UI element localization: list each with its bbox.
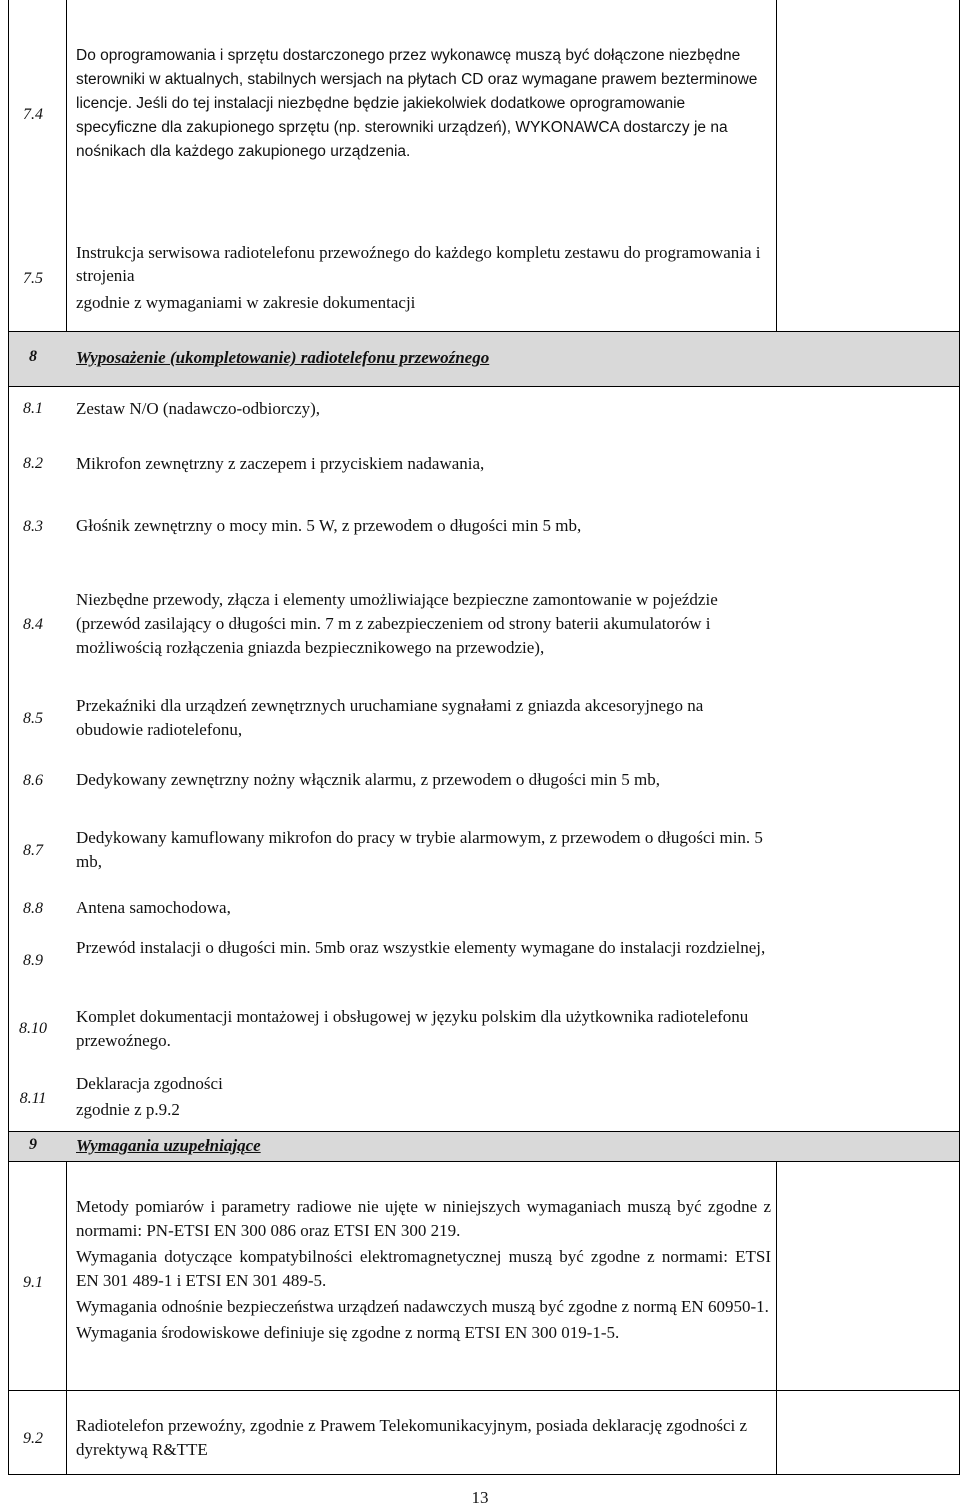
row-9-2-number: 9.2 <box>23 1430 43 1447</box>
row-9-1-paragraph-3: Wymagania odnośnie bezpieczeństwa urządzeń nadawczych muszą być zgodne z normą EN 60950-1. <box>76 1297 769 1316</box>
row-7-5-number: 7.5 <box>23 270 43 287</box>
row-8-11-line-2: zgodnie z p.9.2 <box>76 1100 180 1119</box>
row-8-6-text: Dedykowany zewnętrzny nożny włącznik alarmu, z przewodem o długości min 5 mb, <box>76 770 660 789</box>
row-8-4-number: 8.4 <box>23 616 43 633</box>
row-8-4-text: Niezbędne przewody, złącza i elementy umożliwiające bezpieczne zamontowanie w pojeździe (przewód zasilający o długości min. 7 m z zabezpieczeniem od strony baterii akumulatorów i możliwością rozłączenia gniazda bezpiecznikowego na przewodzie), <box>76 590 718 657</box>
row-9-1-paragraph-2: Wymagania dotyczące kompatybilności elektromagnetycznej muszą być zgodne z normami: ETSI EN 301 489-1 i ETSI EN 301 489-5. <box>76 1247 771 1290</box>
row-8-1-text: Zestaw N/O (nadawczo-odbiorczy), <box>76 399 321 418</box>
row-8-2-text: Mikrofon zewnętrzny z zaczepem i przyciskiem nadawania, <box>76 454 485 473</box>
row-8-10-text: Komplet dokumentacji montażowej i obsługowej w języku polskim dla użytkownika radiotelefonu przewoźnego. <box>76 1007 749 1050</box>
row-8-3-number: 8.3 <box>23 518 43 535</box>
row-8-1-number: 8.1 <box>23 400 43 417</box>
row-9-1-paragraph-4: Wymagania środowiskowe definiuje się zgodne z normą ETSI EN 300 019-1-5. <box>76 1323 620 1342</box>
section-9-title: Wymagania uzupełniające <box>76 1136 261 1155</box>
section-8-number: 8 <box>29 348 37 365</box>
row-8-8-text: Antena samochodowa, <box>76 898 231 917</box>
section-9-number: 9 <box>29 1136 37 1153</box>
row-8-11-number: 8.11 <box>19 1090 47 1107</box>
row-8-5-number: 8.5 <box>23 710 43 727</box>
row-8-7-text: Dedykowany kamuflowany mikrofon do pracy w trybie alarmowym, z przewodem o długości min. 5 mb, <box>76 828 763 871</box>
row-9-2-text: Radiotelefon przewoźny, zgodnie z Prawem Telekomunikacyjnym, posiada deklarację zgodności z dyrektywą R&TTE <box>76 1416 748 1459</box>
row-7-4-text: Do oprogramowania i sprzętu dostarczonego przez wykonawcę muszą być dołączone niezbędne sterowniki w aktualnych, stabilnych wersjach na płytach CD oraz wymagane prawem bezterminowe licencje. Jeśli do tej instalacji niezbędne będzie jakiekolwiek dodatkowe oprogramowanie specyficzne dla zakupionego sprzętu (np. sterowniki urządzeń), WYKONAWCA dostarczy je na nośnikach dla każdego zakupionego urządzenia. <box>76 47 758 160</box>
row-8-5-text: Przekaźniki dla urządzeń zewnętrznych uruchamiane sygnałami z gniazda akcesoryjnego na obudowie radiotelefonu, <box>76 696 704 739</box>
row-8-3-text: Głośnik zewnętrzny o mocy min. 5 W, z przewodem o długości min 5 mb, <box>76 516 582 535</box>
row-8-9-text: Przewód instalacji o długości min. 5mb oraz wszystkie elementy wymagane do instalacji rozdzielnej, <box>76 938 766 957</box>
row-9-1-number: 9.1 <box>23 1274 43 1291</box>
row-8-11-text <box>76 1072 771 1122</box>
row-7-5-line-2: zgodnie z wymaganiami w zakresie dokumentacji <box>76 293 416 312</box>
row-9-1-paragraph-1: Metody pomiarów i parametry radiowe nie ujęte w niniejszych wymaganiach muszą być zgodne z normami: PN-ETSI EN 300 086 oraz ETSI EN 300 219. <box>76 1197 771 1240</box>
row-8-8-number: 8.8 <box>23 900 43 917</box>
row-8-2-number: 8.2 <box>23 455 43 472</box>
row-8-7-number: 8.7 <box>23 842 43 859</box>
row-8-6-number: 8.6 <box>23 772 43 789</box>
row-8-11-line-1: Deklaracja zgodności <box>76 1074 223 1093</box>
row-7-5-text <box>76 241 771 314</box>
row-7-4-number: 7.4 <box>23 106 43 123</box>
page-number: 13 <box>471 1488 489 1507</box>
section-8-title: Wyposażenie (ukompletowanie) radiotelefonu przewoźnego <box>76 348 490 367</box>
row-8-10-number: 8.10 <box>19 1020 47 1037</box>
row-7-5-line-1: Instrukcja serwisowa radiotelefonu przewoźnego do każdego kompletu zestawu do programowania i strojenia <box>76 243 761 285</box>
row-9-1-text <box>76 1195 771 1345</box>
row-8-9-number: 8.9 <box>23 952 43 969</box>
